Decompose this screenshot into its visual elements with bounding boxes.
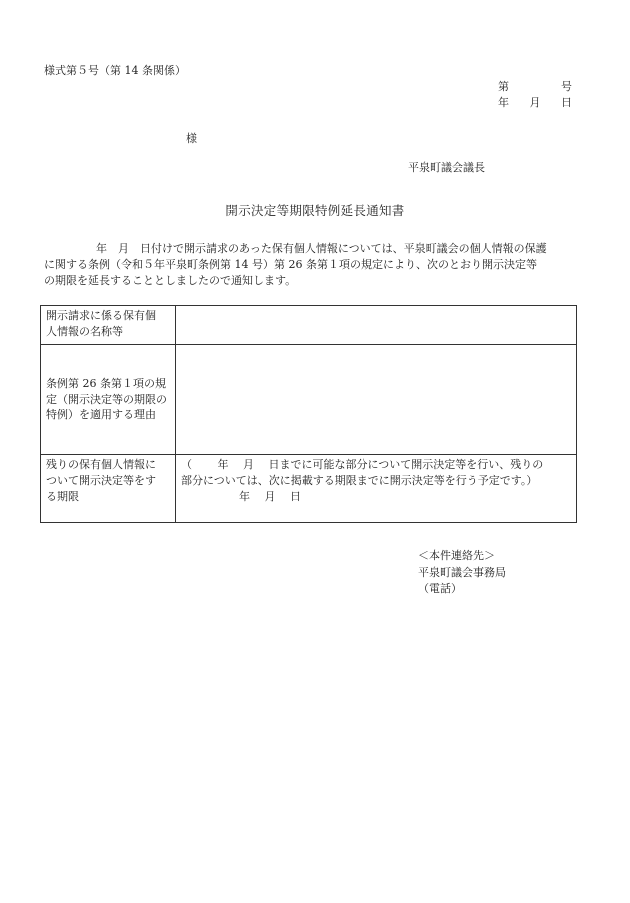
table-row xyxy=(41,306,577,345)
contact-heading: ＜本件連絡先＞ xyxy=(418,549,495,562)
table-row xyxy=(41,455,577,523)
label-line: る期限 xyxy=(46,489,79,503)
document-date xyxy=(498,95,572,111)
row-label-deadline xyxy=(41,455,176,523)
label-line: 定（開示決定等の期限の xyxy=(46,392,167,406)
label-line: 条例第 26 条第１項の規 xyxy=(46,376,166,390)
row-value-info-name xyxy=(176,306,577,345)
notice-body-line: に関する条例（令和５年平泉町条例第 14 号）第 26 条第１項の規定により、次のとおり開示決定等 xyxy=(44,257,537,271)
deadline-date: 年 月 日 xyxy=(239,489,301,503)
addressee: 様 xyxy=(186,132,197,145)
document-number xyxy=(498,79,572,95)
document-number-suffix: 号 xyxy=(561,80,572,93)
row-label-info-name xyxy=(41,306,176,345)
date-year-label: 年 xyxy=(498,96,509,109)
deadline-text-line: 部分については、次に掲載する期限までに開示決定等を行う予定です。） xyxy=(181,473,538,487)
document-title: 開示決定等期限特例延長通知書 xyxy=(225,203,405,218)
label-line: 人情報の名称等 xyxy=(46,324,123,338)
date-day-label: 日 xyxy=(561,96,572,109)
row-value-deadline xyxy=(176,455,577,523)
sender: 平泉町議会議長 xyxy=(408,161,485,174)
contact-block xyxy=(418,548,506,598)
label-line: 特例）を適用する理由 xyxy=(46,408,156,422)
deadline-text-line: （ 年 月 日までに可能な部分について開示決定等を行い、残りの xyxy=(181,458,544,471)
row-label-reason xyxy=(41,345,176,455)
label-line: 残りの保有個人情報に xyxy=(46,458,156,471)
info-table xyxy=(40,305,577,523)
notice-body-line: 年 月 日付けで開示請求のあった保有個人情報については、平泉町議会の個人情報の保護 xyxy=(96,242,547,255)
contact-office: 平泉町議会事務局 xyxy=(418,565,506,579)
table-row xyxy=(41,345,577,455)
form-number: 様式第５号（第 14 条関係） xyxy=(44,64,186,77)
row-value-reason xyxy=(176,345,577,455)
label-line: ついて開示決定等をす xyxy=(46,473,156,487)
document-number-prefix: 第 xyxy=(498,80,509,93)
label-line: 開示請求に係る保有個 xyxy=(46,309,156,322)
contact-phone: （電話） xyxy=(418,582,462,595)
date-month-label: 月 xyxy=(529,96,541,109)
notice-body xyxy=(44,241,584,289)
notice-body-line: の期限を延長することとしましたので通知します。 xyxy=(44,273,297,287)
